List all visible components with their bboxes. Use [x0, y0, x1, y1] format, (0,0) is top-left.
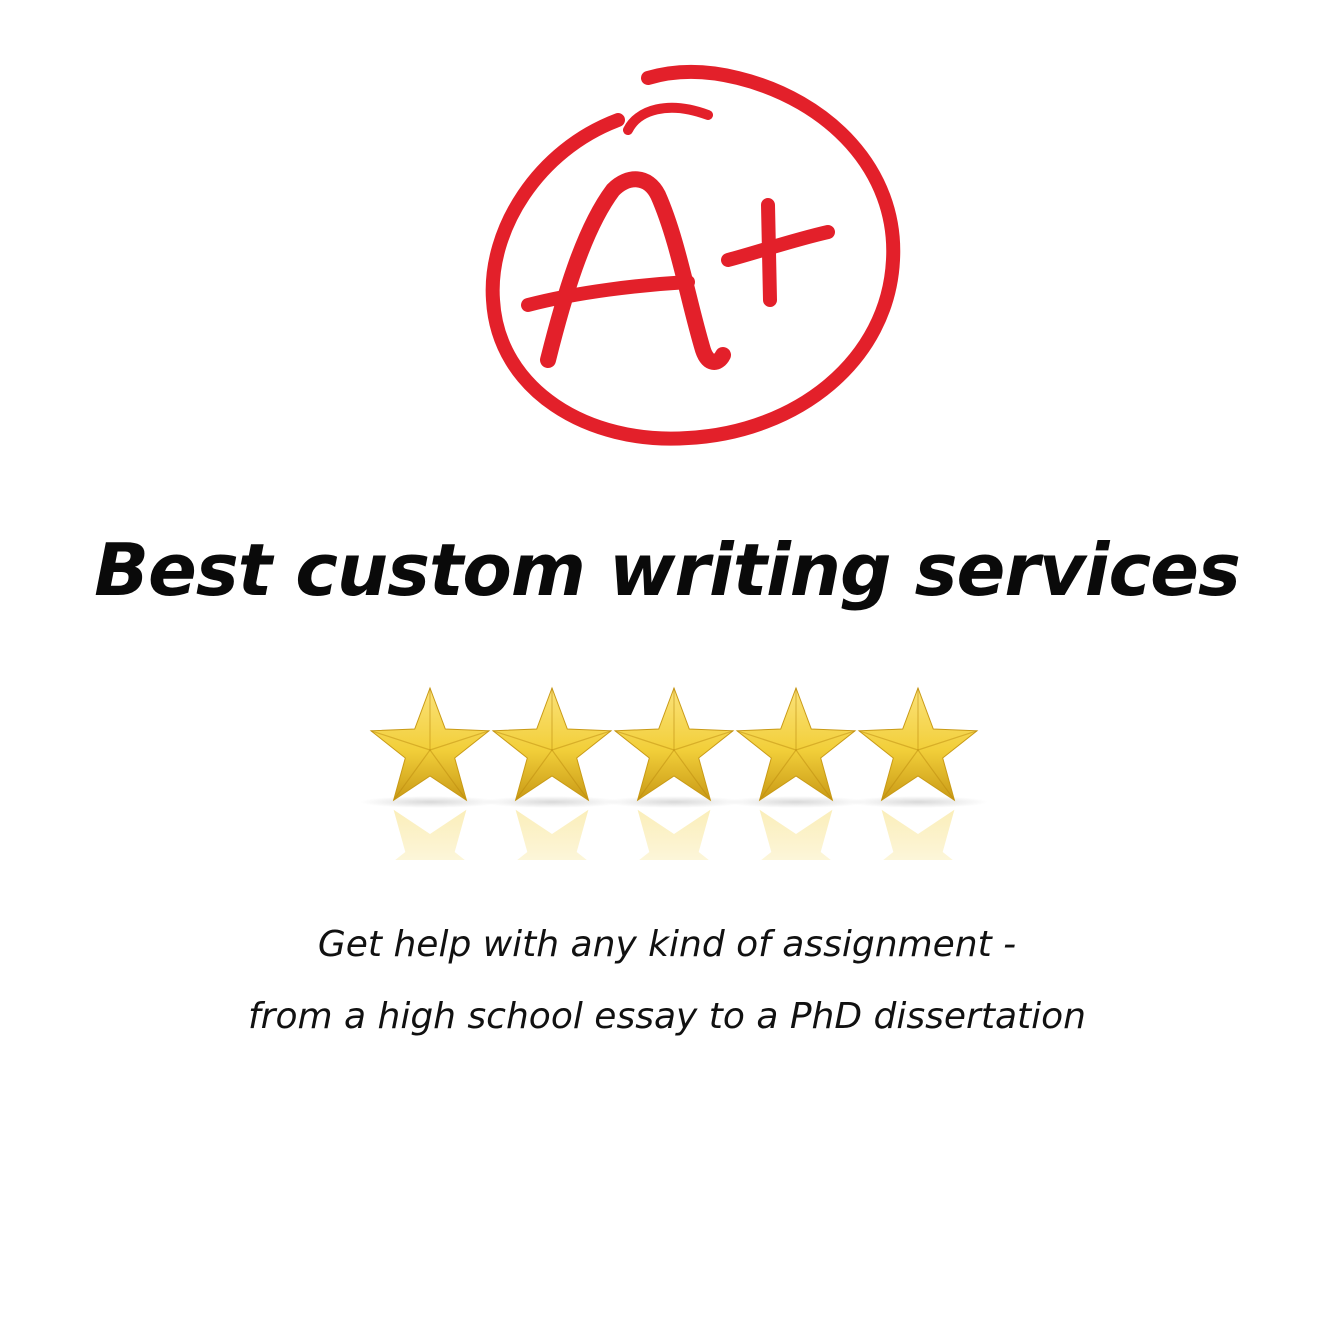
star-shadow — [726, 796, 866, 808]
star-reflection — [737, 810, 855, 860]
subtitle-line-1: Get help with any kind of assignment - — [317, 924, 1017, 965]
star-shadow — [482, 796, 622, 808]
star-reflection — [615, 810, 733, 860]
star-rating — [350, 680, 990, 860]
star-shadow — [848, 796, 988, 808]
headline: Best custom writing services — [94, 528, 1240, 612]
star-reflection — [493, 810, 611, 860]
star-shadow — [360, 796, 500, 808]
star-reflection — [859, 810, 977, 860]
subtitle-line-2: from a high school essay to a PhD dissertation — [247, 996, 1086, 1037]
star-shadow — [604, 796, 744, 808]
star-reflection — [371, 810, 489, 860]
a-plus-grade-icon — [468, 60, 908, 460]
